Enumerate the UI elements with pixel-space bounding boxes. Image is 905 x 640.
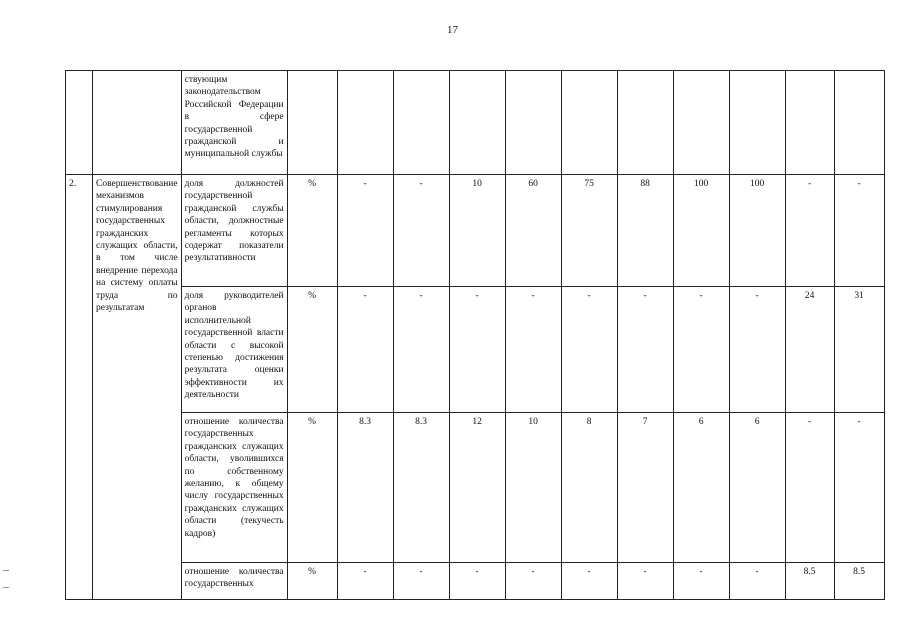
indicator-name: отношение количества государственных гражданских служащих области, уволившихся по собственному желанию, к общему числу государственных гражданских служащих области (текучесть кадров) xyxy=(181,413,287,563)
table-row xyxy=(66,71,885,175)
indicators-table xyxy=(65,70,885,600)
measure-cell xyxy=(93,71,182,175)
indicator-name: ствующим законодательством Российской Федерации в сфере государственной гражданской и муниципальной службы xyxy=(181,71,287,175)
table-row xyxy=(66,175,885,287)
value-cell: - xyxy=(834,413,884,563)
value-cell: 6 xyxy=(673,413,729,563)
value-cell: - xyxy=(393,287,449,413)
value-cell: - xyxy=(785,413,834,563)
value-cell: 10 xyxy=(505,413,561,563)
indicator-name: доля должностей государственной гражданской службы области, должностные регламенты которых содержат показатели результативности xyxy=(181,175,287,287)
value-cell: - xyxy=(337,175,393,287)
value-cell: 8.5 xyxy=(834,563,884,600)
value-cell: 75 xyxy=(561,175,617,287)
unit-cell: % xyxy=(287,563,337,600)
table-row xyxy=(66,287,885,413)
indicator-name: доля руководителей органов исполнительной государственной власти области с высокой степенью достижения результата оценки эффективности их деятельности xyxy=(181,287,287,413)
scan-margin-mark xyxy=(3,570,9,588)
value-cell: - xyxy=(561,563,617,600)
value-cell: - xyxy=(617,287,673,413)
value-cell: 10 xyxy=(449,175,505,287)
unit-cell: % xyxy=(287,413,337,563)
value-cell: 31 xyxy=(834,287,884,413)
table-row xyxy=(66,563,885,600)
page-number: 17 xyxy=(447,24,458,36)
value-cell: 8 xyxy=(561,413,617,563)
value-cell: - xyxy=(449,287,505,413)
value-cell: 6 xyxy=(729,413,785,563)
row-number: 2. xyxy=(66,175,93,600)
value-cell: - xyxy=(729,563,785,600)
value-cell: 100 xyxy=(729,175,785,287)
unit-cell: % xyxy=(287,287,337,413)
value-cell: - xyxy=(673,563,729,600)
value-cell: - xyxy=(337,563,393,600)
value-cell: 100 xyxy=(673,175,729,287)
table-row xyxy=(66,413,885,563)
unit-cell: % xyxy=(287,175,337,287)
value-cell: - xyxy=(337,287,393,413)
value-cell: - xyxy=(449,563,505,600)
row-number-cell xyxy=(66,71,93,175)
value-cell: 8.3 xyxy=(337,413,393,563)
value-cell: - xyxy=(505,563,561,600)
value-cell: - xyxy=(561,287,617,413)
value-cell: 8.3 xyxy=(393,413,449,563)
value-cell: 88 xyxy=(617,175,673,287)
value-cell: - xyxy=(393,563,449,600)
value-cell: - xyxy=(729,287,785,413)
value-cell: - xyxy=(834,175,884,287)
value-cell: - xyxy=(617,563,673,600)
value-cell: 12 xyxy=(449,413,505,563)
value-cell: 24 xyxy=(785,287,834,413)
indicator-name: отношение количества государственных xyxy=(181,563,287,600)
value-cell: - xyxy=(785,175,834,287)
value-cell: 8.5 xyxy=(785,563,834,600)
value-cell: 60 xyxy=(505,175,561,287)
measure-description: Совершенствование механизмов стимулирования государственных гражданских служащих области, в том числе внедрение перехода на систему оплаты труда по результатам xyxy=(93,175,182,600)
value-cell: - xyxy=(673,287,729,413)
value-cell: 7 xyxy=(617,413,673,563)
value-cell: - xyxy=(505,287,561,413)
value-cell: - xyxy=(393,175,449,287)
